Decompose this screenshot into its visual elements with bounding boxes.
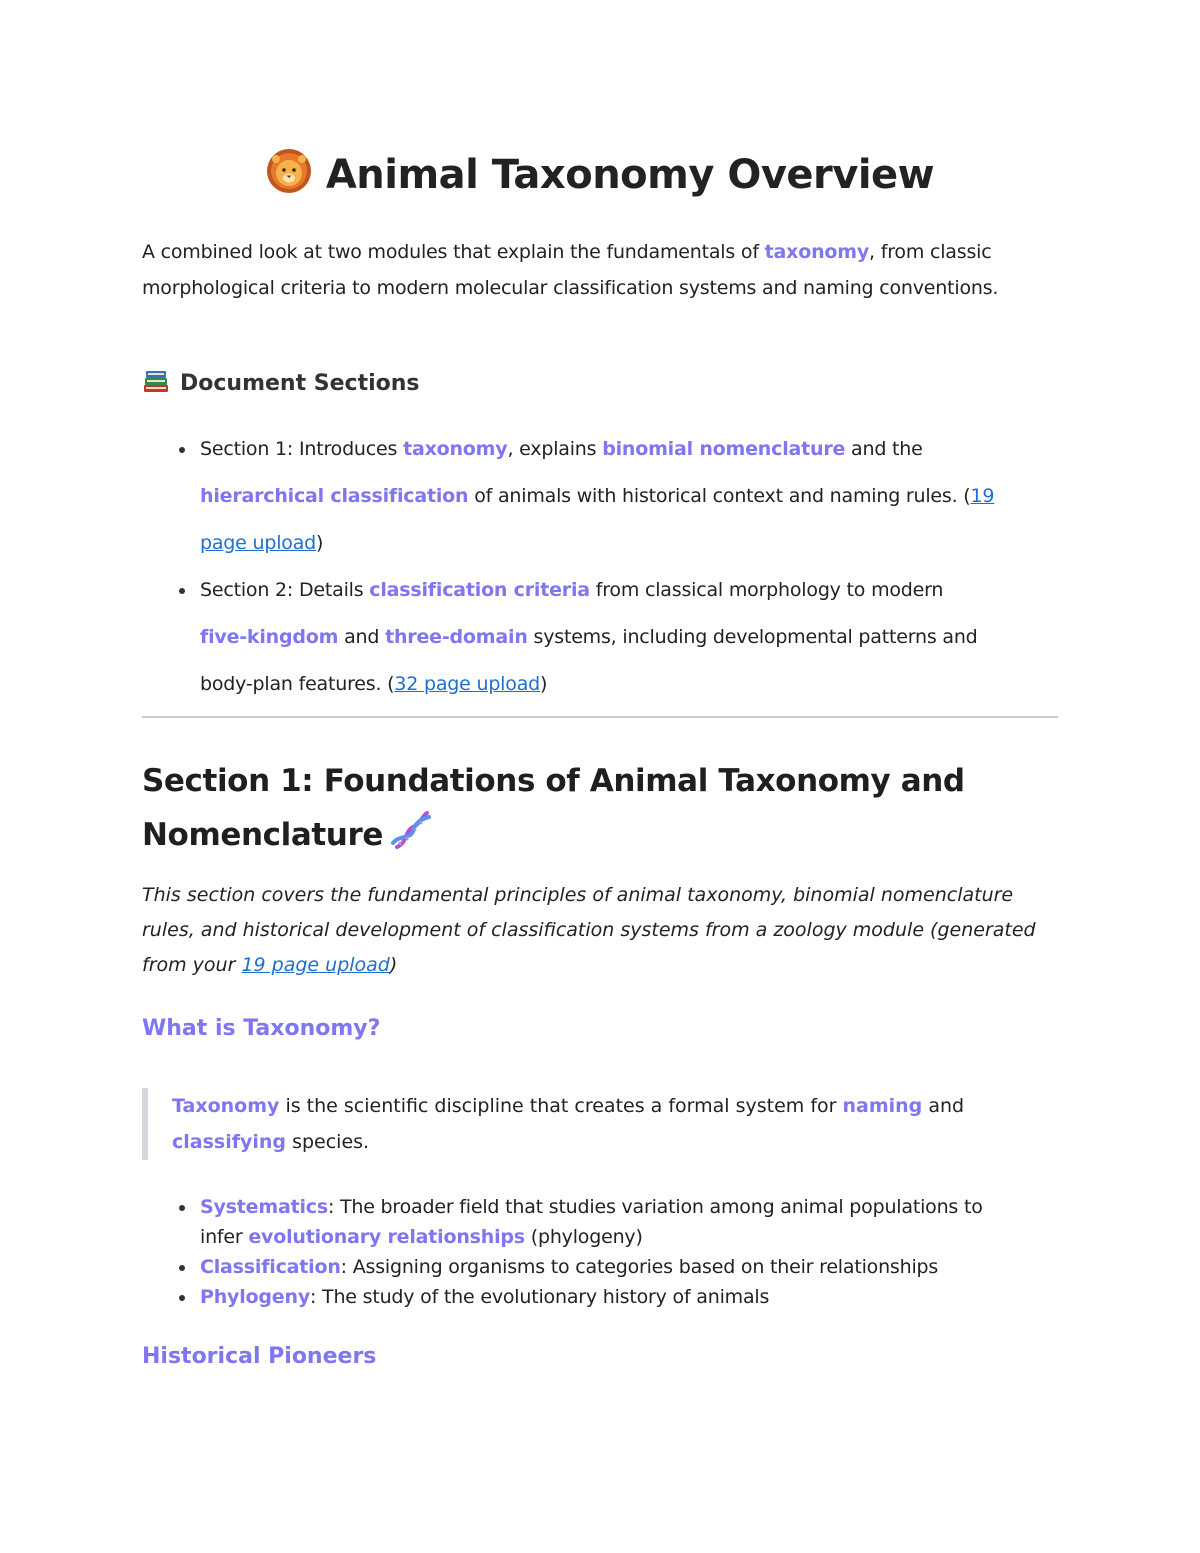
keyword: binomial nomenclature [602, 438, 846, 460]
toc-text: Section 1: Introduces [200, 438, 404, 460]
keyword: hierarchical classification [200, 485, 469, 507]
keyword: classifying [172, 1131, 287, 1153]
summary-text-end: ) [389, 954, 398, 976]
page-title [142, 148, 1058, 198]
keyword: classification criteria [369, 579, 590, 601]
definition-text: : Assigning organisms to categories based on their relationships [340, 1256, 939, 1278]
list-item [142, 1252, 1022, 1282]
page-title-text: Animal Taxonomy Overview [325, 152, 935, 198]
toc-text: and the [845, 438, 923, 460]
lion-face-icon [266, 148, 312, 194]
quote-text: is the scientific discipline that creates a formal system for [279, 1095, 843, 1117]
keyword: evolutionary relationships [248, 1226, 525, 1248]
toc-text: from classical morphology to modern [589, 579, 944, 601]
upload-link[interactable]: 19 page upload [200, 485, 995, 554]
intro-text-end: , from classic morphological criteria to modern molecular classification systems and naming conventions. [142, 241, 999, 299]
toc-text: ) [540, 673, 548, 695]
sections-list [142, 426, 1022, 708]
upload-link[interactable]: 19 page upload [241, 954, 390, 976]
list-item [142, 1282, 1022, 1312]
document-sections-heading [142, 368, 420, 396]
toc-text: Section 2: Details [200, 579, 370, 601]
summary-text: This section covers the fundamental principles of animal taxonomy, binomial nomenclature rules, and historical development of classification systems from a zoology module (generated from your [142, 884, 1036, 976]
list-item [142, 1192, 1022, 1252]
dna-icon [389, 809, 433, 853]
section-1-heading-text: Section 1: Foundations of Animal Taxonomy and Nomenclature [142, 763, 965, 853]
definitions-list [142, 1192, 1022, 1312]
keyword: Taxonomy [172, 1095, 280, 1117]
toc-text: of animals with historical context and naming rules. ( [468, 485, 971, 507]
intro-text: A combined look at two modules that explain the fundamentals of [142, 241, 765, 263]
section-1-heading [142, 754, 1022, 862]
definition-text: (phylogeny) [524, 1226, 643, 1248]
definition-text: : The study of the evolutionary history of animals [310, 1286, 770, 1308]
books-icon [142, 368, 170, 394]
keyword: five-kingdom [200, 626, 339, 648]
keyword: naming [842, 1095, 923, 1117]
definition-text: : The broader field that studies variation among animal populations to infer [200, 1196, 983, 1248]
keyword: taxonomy [403, 438, 508, 460]
quote-text: and [922, 1095, 965, 1117]
quote-text: species. [286, 1131, 370, 1153]
term: Phylogeny [200, 1286, 311, 1308]
toc-text: , explains [507, 438, 603, 460]
term: Classification [200, 1256, 341, 1278]
intro-paragraph [142, 234, 1058, 306]
what-is-taxonomy-heading: What is Taxonomy? [142, 1016, 381, 1041]
list-item [142, 567, 1022, 708]
toc-text: and [338, 626, 386, 648]
toc-text: ) [316, 532, 324, 554]
term: Systematics [200, 1196, 328, 1218]
section-1-summary [142, 878, 1058, 983]
upload-link[interactable]: 32 page upload [394, 673, 540, 695]
keyword: three-domain [385, 626, 528, 648]
keyword-taxonomy: taxonomy [764, 241, 870, 263]
definition-quote [142, 1088, 1072, 1160]
historical-pioneers-heading: Historical Pioneers [142, 1344, 377, 1369]
list-item [142, 426, 1022, 567]
document-sections-heading-text: Document Sections [180, 371, 420, 396]
section-divider [142, 716, 1058, 718]
toc-text: systems, including developmental patterns and body-plan features. ( [200, 626, 978, 695]
